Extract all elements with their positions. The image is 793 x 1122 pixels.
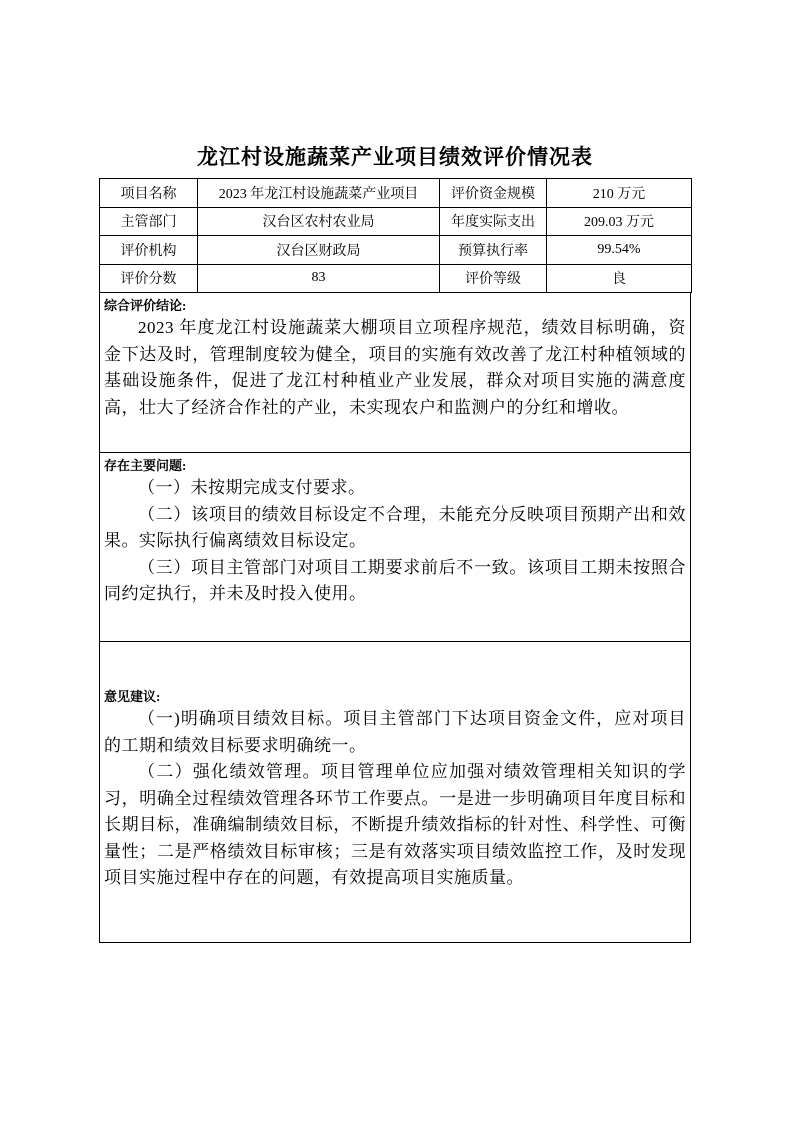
- annual-spend-label: 年度实际支出: [440, 207, 547, 236]
- problem-item-2: （二）该项目的绩效目标设定不合理，未能充分反映项目预期产出和效果。实际执行偏离绩效目标设定。: [104, 504, 686, 550]
- agency-value: 汉台区财政局: [198, 236, 440, 265]
- grade-value: 良: [547, 264, 692, 293]
- table-row: [100, 236, 692, 265]
- table-row: [100, 264, 692, 293]
- score-label: 评价分数: [100, 264, 198, 293]
- budget-rate-label: 预算执行率: [440, 236, 547, 265]
- suggestions-label: 意见建议:: [104, 689, 161, 704]
- section-problems: [99, 452, 691, 642]
- problem-item-3: （三）项目主管部门对项目工期要求前后不一致。该项目工期未按照合同约定执行，并未及时投入使用。: [104, 557, 686, 603]
- suggestion-item-2: （二）强化绩效管理。项目管理单位应加强对绩效管理相关知识的学习，明确全过程绩效管理各环节工作要点。一是进一步明确项目年度目标和长期目标，准确编制绩效目标，不断提升绩效指标的针对性、科学性、可衡量性；二是严格绩效目标审核；三是有效落实项目绩效监控工作，及时发现项目实施过程中存在的问题，有效提高项目实施质量。: [104, 762, 686, 887]
- table-row: [100, 179, 692, 208]
- info-table: [99, 178, 692, 293]
- section-conclusion: [99, 292, 691, 453]
- annual-spend-value: 209.03 万元: [547, 207, 692, 236]
- project-name-value: 2023 年龙江村设施蔬菜产业项目: [198, 179, 440, 208]
- dept-value: 汉台区农村农业局: [198, 207, 440, 236]
- evaluation-document: [99, 178, 691, 943]
- conclusion-paragraph: 2023 年度龙江村设施蔬菜大棚项目立项程序规范，绩效目标明确，资金下达及时，管理制度较为健全，项目的实施有效改善了龙江村种植领域的基础设施条件，促进了龙江村种植业产业发展，群众对项目实施的满意度高，壮大了经济合作社的产业，未实现农户和监测户的分红和增收。: [104, 318, 686, 417]
- budget-rate-value: 99.54%: [547, 236, 692, 265]
- score-value: 83: [198, 264, 440, 293]
- fund-scale-value: 210 万元: [547, 179, 692, 208]
- table-row: [100, 207, 692, 236]
- problems-label: 存在主要问题:: [104, 458, 187, 473]
- suggestion-item-1: （一)明确项目绩效目标。项目主管部门下达项目资金文件，应对项目的工期和绩效目标要求明确统一。: [104, 709, 686, 755]
- conclusion-label: 综合评价结论:: [104, 298, 187, 313]
- section-suggestions: [99, 641, 691, 943]
- agency-label: 评价机构: [100, 236, 198, 265]
- dept-label: 主管部门: [100, 207, 198, 236]
- grade-label: 评价等级: [440, 264, 547, 293]
- problem-item-1: （一）未按期完成支付要求。: [138, 478, 366, 497]
- fund-scale-label: 评价资金规模: [440, 179, 547, 208]
- project-name-label: 项目名称: [100, 179, 198, 208]
- page-title: 龙江村设施蔬菜产业项目绩效评价情况表: [197, 145, 593, 169]
